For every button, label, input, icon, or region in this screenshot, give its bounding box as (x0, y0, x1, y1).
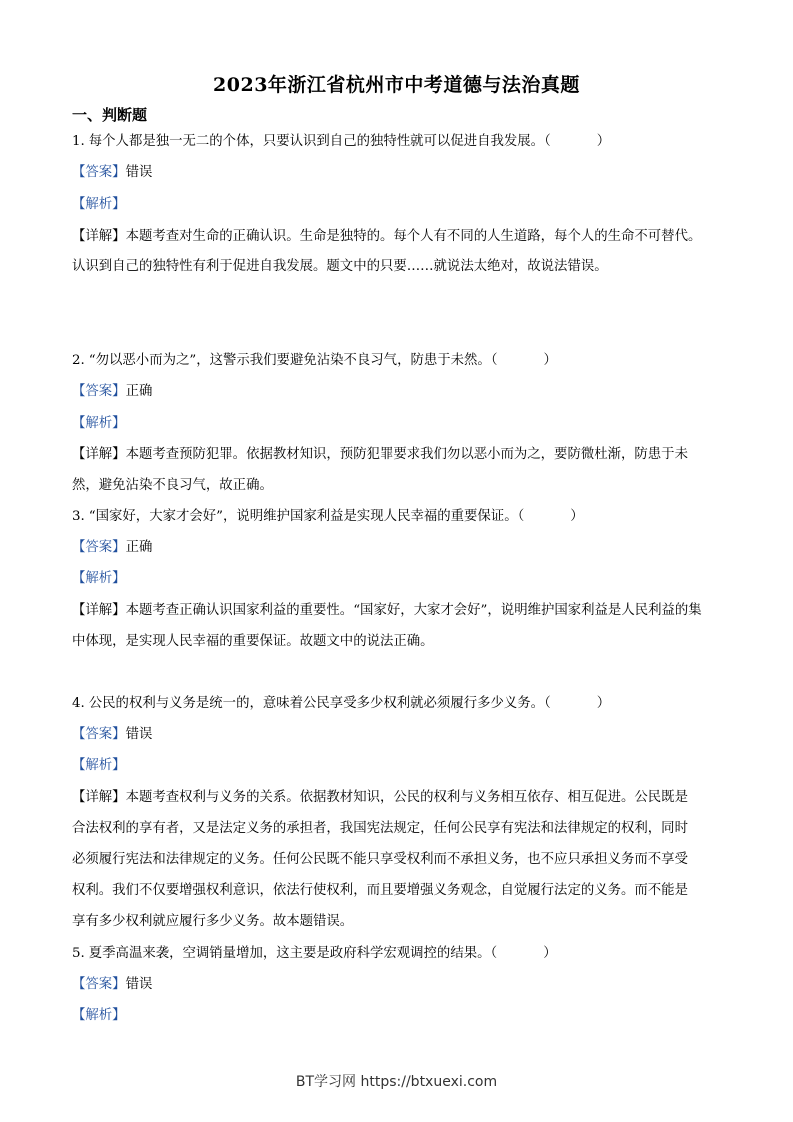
question-3-answer: 【答案】正确 (72, 540, 153, 555)
question-2-stem: 2. “勿以恶小而为之”，这警示我们要避免沾染不良习气，防患于未然。（ ） (72, 353, 557, 368)
question-1-detail-line-1: 【详解】本题考查对生命的正确认识。生命是独特的。每个人有不同的人生道路，每个人的生命不可替代。 (72, 229, 702, 244)
question-4-analysis-tag: 【解析】 (72, 758, 126, 773)
question-4-stem: 4. 公民的权利与义务是统一的，意味着公民享受多少权利就必须履行多少义务。（ ） (72, 696, 611, 711)
question-4-detail-line-3: 必须履行宪法和法律规定的义务。任何公民既不能只享受权利而不承担义务，也不应只承担义务而不享受 (72, 852, 688, 867)
question-2-answer: 【答案】正确 (72, 384, 153, 399)
question-3-stem: 3. “国家好，大家才会好”，说明维护国家利益是实现人民幸福的重要保证。（ ） (72, 509, 584, 524)
question-4-detail-line-2: 合法权利的享有者，又是法定义务的承担者，我国宪法规定，任何公民享有宪法和法律规定的权利，同时 (72, 821, 688, 836)
question-1-analysis-tag: 【解析】 (72, 197, 126, 212)
question-1-answer: 【答案】错误 (72, 165, 153, 180)
question-4-detail-line-5: 享有多少权利就应履行多少义务。故本题错误。 (72, 914, 354, 929)
section-heading: 一、判断题 (72, 106, 148, 124)
question-1-stem: 1. 每个人都是独一无二的个体，只要认识到自己的独特性就可以促进自我发展。（ ） (72, 134, 611, 149)
question-3-detail-line-2: 中体现，是实现人民幸福的重要保证。故题文中的说法正确。 (72, 634, 434, 649)
question-3-detail-line-1: 【详解】本题考查正确认识国家利益的重要性。“国家好，大家才会好”，说明维护国家利益是人民利益的集 (72, 603, 702, 618)
question-4-answer: 【答案】错误 (72, 727, 153, 742)
page-footer-watermark: BT学习网 https://btxuexi.com (295, 1074, 498, 1090)
question-5-analysis-tag: 【解析】 (72, 1008, 126, 1023)
question-5-answer: 【答案】错误 (72, 977, 153, 992)
question-2-analysis-tag: 【解析】 (72, 416, 126, 431)
question-5-stem: 5. 夏季高温来袭，空调销量增加，这主要是政府科学宏观调控的结果。（ ） (72, 946, 557, 961)
question-4-detail-line-4: 权利。我们不仅要增强权利意识，依法行使权利，而且要增强义务观念，自觉履行法定的义务。而不能是 (72, 883, 688, 898)
question-3-analysis-tag: 【解析】 (72, 571, 126, 586)
page-title: 2023年浙江省杭州市中考道德与法治真题 (213, 74, 580, 96)
question-2-detail-line-2: 然，避免沾染不良习气，故正确。 (72, 478, 273, 493)
question-2-detail-line-1: 【详解】本题考查预防犯罪。依据教材知识，预防犯罪要求我们勿以恶小而为之，要防微杜渐，防患于未 (72, 447, 688, 462)
question-4-detail-line-1: 【详解】本题考查权利与义务的关系。依据教材知识，公民的权利与义务相互依存、相互促进。公民既是 (72, 790, 688, 805)
question-1-detail-line-2: 认识到自己的独特性有利于促进自我发展。题文中的只要……就说法太绝对，故说法错误。 (72, 259, 608, 274)
